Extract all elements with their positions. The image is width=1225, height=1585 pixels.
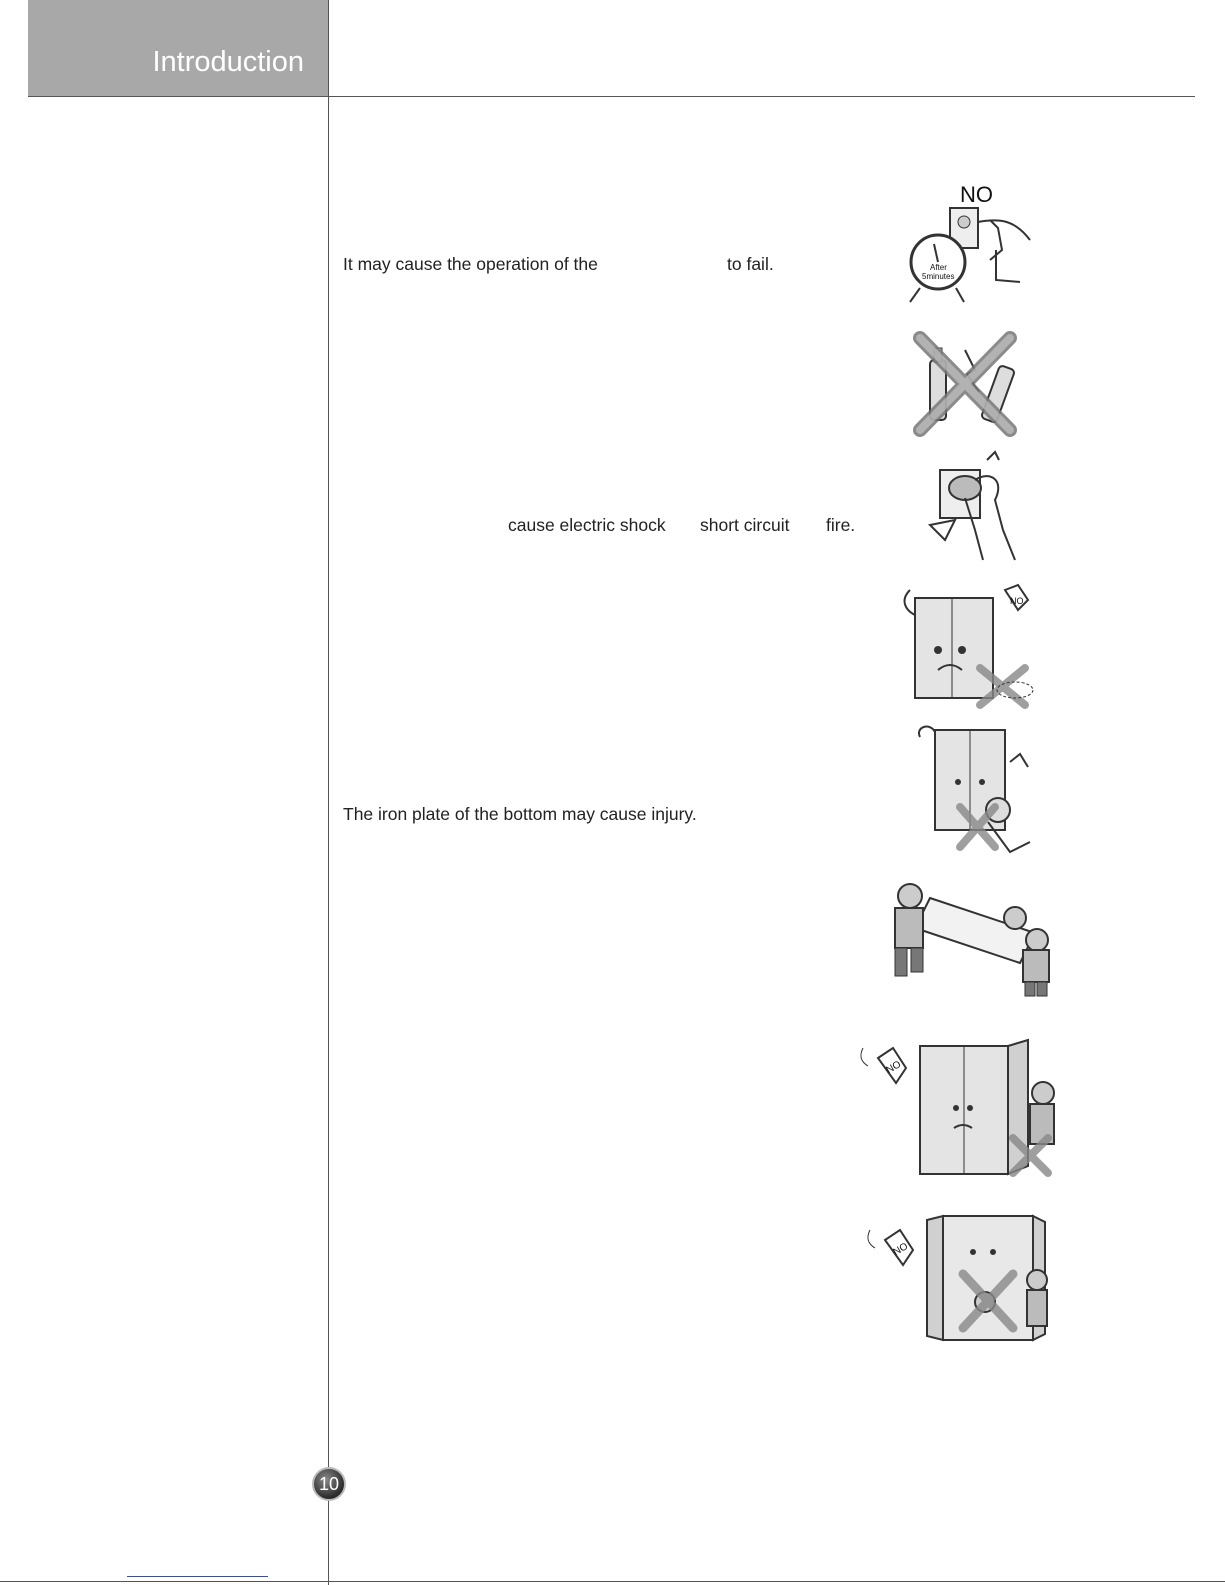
footer-divider <box>0 1581 1225 1582</box>
item-2-text: cause electric shock <box>508 515 666 535</box>
clock-plug-icon <box>900 180 1035 310</box>
svg-text:NO: NO <box>1010 596 1024 606</box>
header-divider <box>28 96 1195 97</box>
fridge-child-inside-icon <box>865 1212 1060 1344</box>
item-2-text-b: short circuit <box>700 515 790 535</box>
fridge-door-open-icon <box>858 1038 1068 1178</box>
margin-divider <box>328 0 329 1585</box>
item-1-text-end: to fail. <box>727 254 774 274</box>
fridge-child-icon <box>910 722 1040 857</box>
item-1-text: It may cause the operation of the <box>343 254 598 274</box>
movers-icon <box>875 878 1060 1003</box>
footer-link[interactable] <box>127 1576 268 1577</box>
svg-text:5minutes: 5minutes <box>922 272 955 281</box>
svg-text:After: After <box>930 263 947 272</box>
section-header-tab <box>28 0 328 96</box>
item-2-text-c: fire. <box>826 515 856 535</box>
svg-text:NO: NO <box>884 1059 904 1077</box>
bottles-crossed-icon <box>905 330 1040 440</box>
svg-text:NO: NO <box>960 182 993 207</box>
fridge-no-icon <box>900 580 1050 710</box>
hand-plug-icon <box>925 450 1035 562</box>
svg-text:NO: NO <box>891 1241 911 1259</box>
item-3-text: The iron plate of the bottom may cause injury. <box>343 804 697 824</box>
page-number: 10 <box>312 1467 346 1501</box>
section-title: Introduction <box>152 46 304 78</box>
